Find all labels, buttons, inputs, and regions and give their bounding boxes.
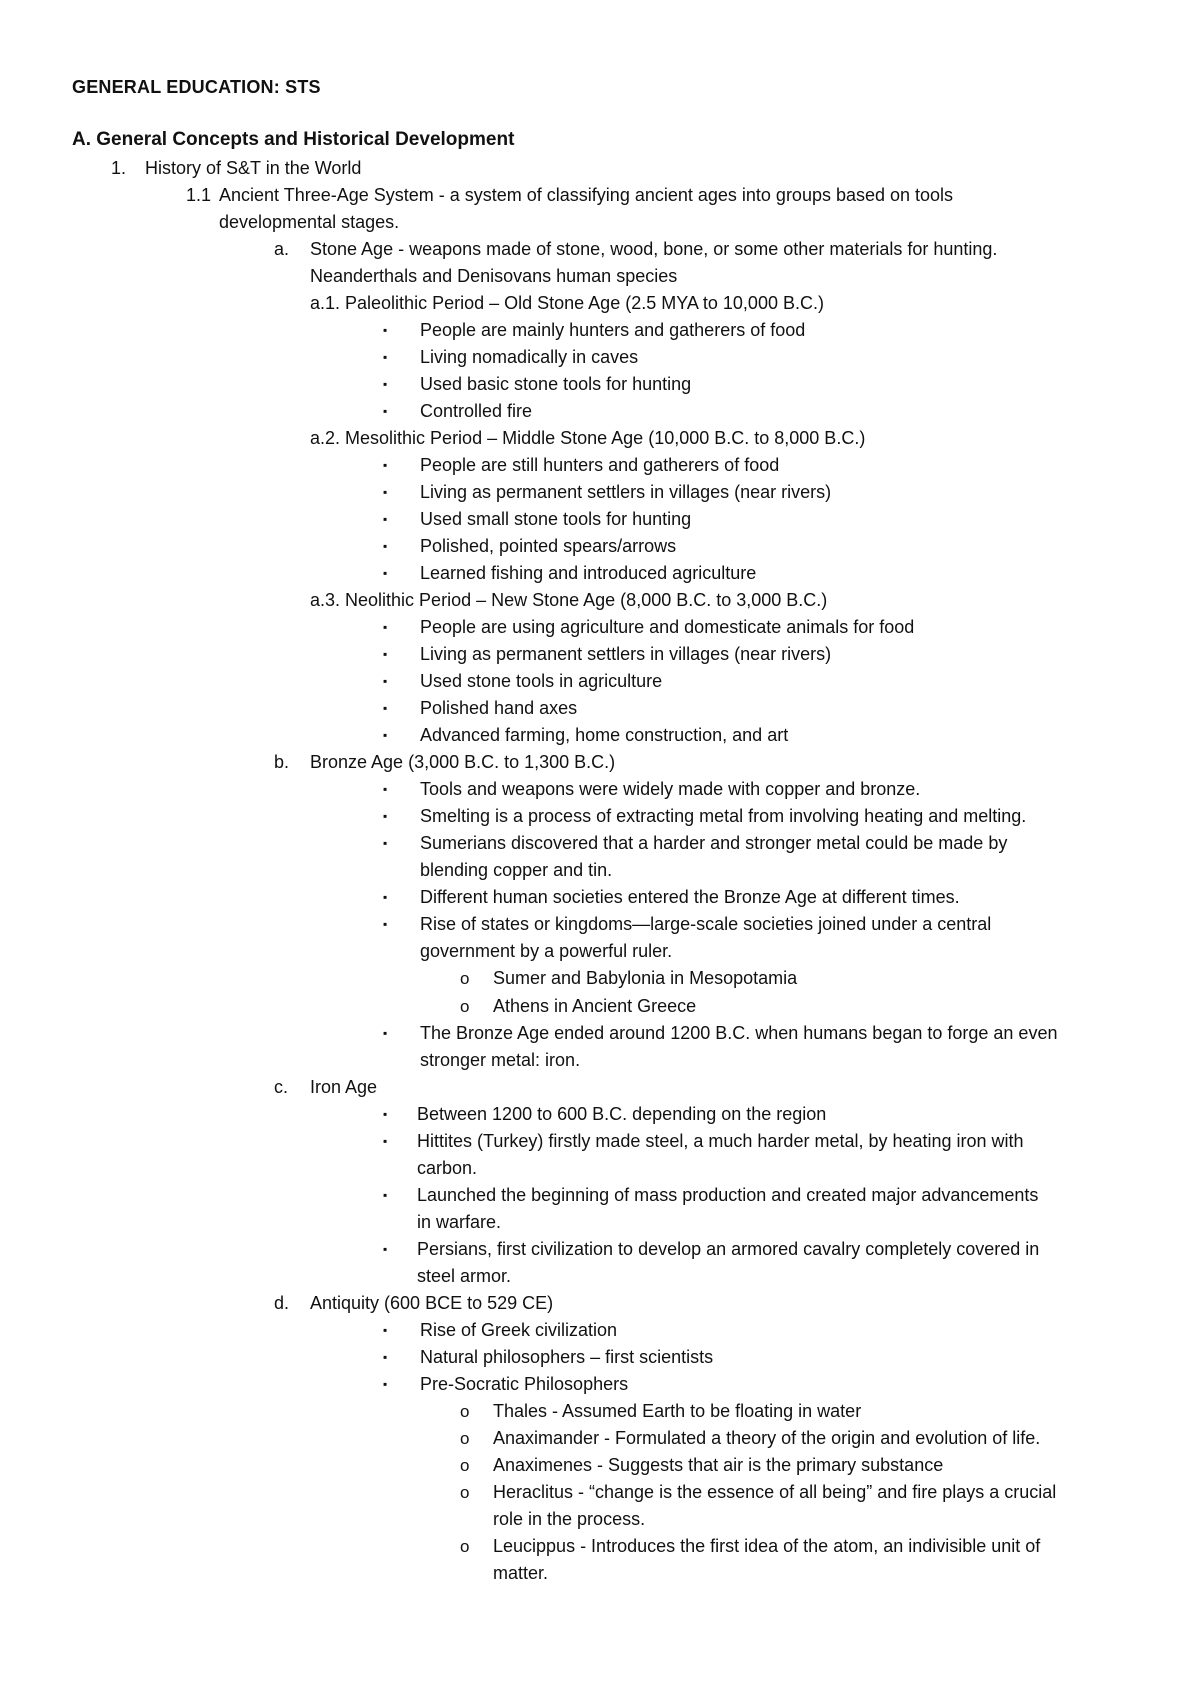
bronze-age-heading: Bronze Age (3,000 B.C. to 1,300 B.C.) bbox=[310, 752, 616, 772]
section-heading: A. General Concepts and Historical Development bbox=[72, 129, 515, 150]
neolithic-heading: a.3. Neolithic Period – New Stone Age (8,000 B.C. to 3,000 B.C.) bbox=[310, 590, 828, 610]
list-item-history: History of S&T in the World bbox=[145, 158, 362, 178]
antiquity-heading: Antiquity (600 BCE to 529 CE) bbox=[310, 1293, 554, 1313]
list-item-continuation: matter. bbox=[493, 1563, 549, 1583]
bullet-square: ▪ bbox=[383, 917, 388, 931]
list-item: Between 1200 to 600 B.C. depending on the region bbox=[417, 1104, 827, 1124]
list-item: Advanced farming, home construction, and art bbox=[420, 725, 789, 745]
list-item: Polished, pointed spears/arrows bbox=[420, 536, 677, 556]
list-item-continuation: Neanderthals and Denisovans human species bbox=[310, 266, 678, 286]
bullet-square: ▪ bbox=[383, 377, 388, 391]
bullet-circle: o bbox=[460, 969, 470, 988]
list-item: Controlled fire bbox=[420, 401, 533, 421]
list-item: People are using agriculture and domesticate animals for food bbox=[420, 617, 915, 637]
list-subitem: Heraclitus - “change is the essence of all being” and fire plays a crucial bbox=[493, 1482, 1057, 1502]
bullet-square: ▪ bbox=[383, 458, 388, 472]
bullet-square: ▪ bbox=[383, 809, 388, 823]
bullet-square: ▪ bbox=[383, 539, 388, 553]
bullet-square: ▪ bbox=[383, 1134, 388, 1148]
bullet-circle: o bbox=[460, 1483, 470, 1502]
list-item: Used stone tools in agriculture bbox=[420, 671, 663, 691]
bullet-square: ▪ bbox=[383, 701, 388, 715]
list-item: Living as permanent settlers in villages (near rivers) bbox=[420, 482, 832, 502]
bullet-square: ▪ bbox=[383, 1026, 388, 1040]
bullet-square: ▪ bbox=[383, 620, 388, 634]
bullet-square: ▪ bbox=[383, 1188, 388, 1202]
bullet-square: ▪ bbox=[383, 323, 388, 337]
list-item-continuation: carbon. bbox=[417, 1158, 478, 1178]
list-item: Used basic stone tools for hunting bbox=[420, 374, 692, 394]
list-item: Persians, first civilization to develop an armored cavalry completely covered in bbox=[417, 1239, 1040, 1259]
list-item: People are mainly hunters and gatherers of food bbox=[420, 320, 806, 340]
list-item-continuation: role in the process. bbox=[493, 1509, 646, 1529]
bullet-square: ▪ bbox=[383, 728, 388, 742]
list-item-continuation: developmental stages. bbox=[219, 212, 400, 232]
bullet-square: ▪ bbox=[383, 674, 388, 688]
bullet-square: ▪ bbox=[383, 782, 388, 796]
list-item: Polished hand axes bbox=[420, 698, 578, 718]
list-item: Living nomadically in caves bbox=[420, 347, 639, 367]
bullet-circle: o bbox=[460, 1429, 470, 1448]
bullet-circle: o bbox=[460, 1402, 470, 1421]
bullet-square: ▪ bbox=[383, 485, 388, 499]
list-item: Sumerians discovered that a harder and stronger metal could be made by bbox=[420, 833, 1008, 853]
bullet-square: ▪ bbox=[383, 836, 388, 850]
bullet-circle: o bbox=[460, 1537, 470, 1556]
bullet-square: ▪ bbox=[383, 566, 388, 580]
list-item: Rise of Greek civilization bbox=[420, 1320, 618, 1340]
list-item: Rise of states or kingdoms—large-scale societies joined under a central bbox=[420, 914, 992, 934]
list-subitem: Anaximenes - Suggests that air is the primary substance bbox=[493, 1455, 944, 1475]
bullet-square: ▪ bbox=[383, 1107, 388, 1121]
list-item: Natural philosophers – first scientists bbox=[420, 1347, 714, 1367]
list-item: People are still hunters and gatherers of food bbox=[420, 455, 780, 475]
list-marker: 1. bbox=[111, 158, 127, 178]
list-item: Hittites (Turkey) firstly made steel, a much harder metal, by heating iron with bbox=[417, 1131, 1024, 1151]
bullet-square: ▪ bbox=[383, 350, 388, 364]
bullet-square: ▪ bbox=[383, 404, 388, 418]
list-item: Living as permanent settlers in villages (near rivers) bbox=[420, 644, 832, 664]
list-subitem: Sumer and Babylonia in Mesopotamia bbox=[493, 968, 798, 988]
list-item: Tools and weapons were widely made with copper and bronze. bbox=[420, 779, 921, 799]
bullet-square: ▪ bbox=[383, 1350, 388, 1364]
bullet-square: ▪ bbox=[383, 1242, 388, 1256]
list-item-three-age: Ancient Three-Age System - a system of classifying ancient ages into groups based on tools bbox=[219, 185, 954, 205]
list-item: Learned fishing and introduced agriculture bbox=[420, 563, 757, 583]
list-item: Pre-Socratic Philosophers bbox=[420, 1374, 629, 1394]
bullet-square: ▪ bbox=[383, 1323, 388, 1337]
bullet-square: ▪ bbox=[383, 890, 388, 904]
list-item-continuation: steel armor. bbox=[417, 1266, 512, 1286]
mesolithic-heading: a.2. Mesolithic Period – Middle Stone Age (10,000 B.C. to 8,000 B.C.) bbox=[310, 428, 866, 448]
list-marker: 1.1 bbox=[186, 185, 212, 205]
bullet-square: ▪ bbox=[383, 1377, 388, 1391]
list-subitem: Anaximander - Formulated a theory of the origin and evolution of life. bbox=[493, 1428, 1041, 1448]
list-marker: a. bbox=[274, 239, 290, 259]
bullet-circle: o bbox=[460, 997, 470, 1016]
list-subitem: Athens in Ancient Greece bbox=[493, 996, 697, 1016]
list-item-continuation: in warfare. bbox=[417, 1212, 502, 1232]
list-item: Used small stone tools for hunting bbox=[420, 509, 692, 529]
list-item-continuation: government by a powerful ruler. bbox=[420, 941, 673, 961]
list-item: Different human societies entered the Bronze Age at different times. bbox=[420, 887, 960, 907]
bullet-square: ▪ bbox=[383, 512, 388, 526]
iron-age-heading: Iron Age bbox=[310, 1077, 378, 1097]
bullet-circle: o bbox=[460, 1456, 470, 1475]
list-subitem: Thales - Assumed Earth to be floating in water bbox=[493, 1401, 862, 1421]
stone-age-item: Stone Age - weapons made of stone, wood, bone, or some other materials for hunting. bbox=[310, 239, 998, 259]
list-item: The Bronze Age ended around 1200 B.C. when humans began to forge an even bbox=[420, 1023, 1058, 1043]
list-item: Launched the beginning of mass production and created major advancements bbox=[417, 1185, 1039, 1205]
list-item-continuation: stronger metal: iron. bbox=[420, 1050, 581, 1070]
list-item: Smelting is a process of extracting metal from involving heating and melting. bbox=[420, 806, 1027, 826]
list-item-continuation: blending copper and tin. bbox=[420, 860, 613, 880]
list-subitem: Leucippus - Introduces the first idea of the atom, an indivisible unit of bbox=[493, 1536, 1041, 1556]
bullet-square: ▪ bbox=[383, 647, 388, 661]
list-marker: c. bbox=[274, 1077, 289, 1097]
paleolithic-heading: a.1. Paleolithic Period – Old Stone Age (2.5 MYA to 10,000 B.C.) bbox=[310, 293, 824, 313]
list-marker: d. bbox=[274, 1293, 290, 1313]
document-title: GENERAL EDUCATION: STS bbox=[72, 77, 321, 97]
list-marker: b. bbox=[274, 752, 290, 772]
